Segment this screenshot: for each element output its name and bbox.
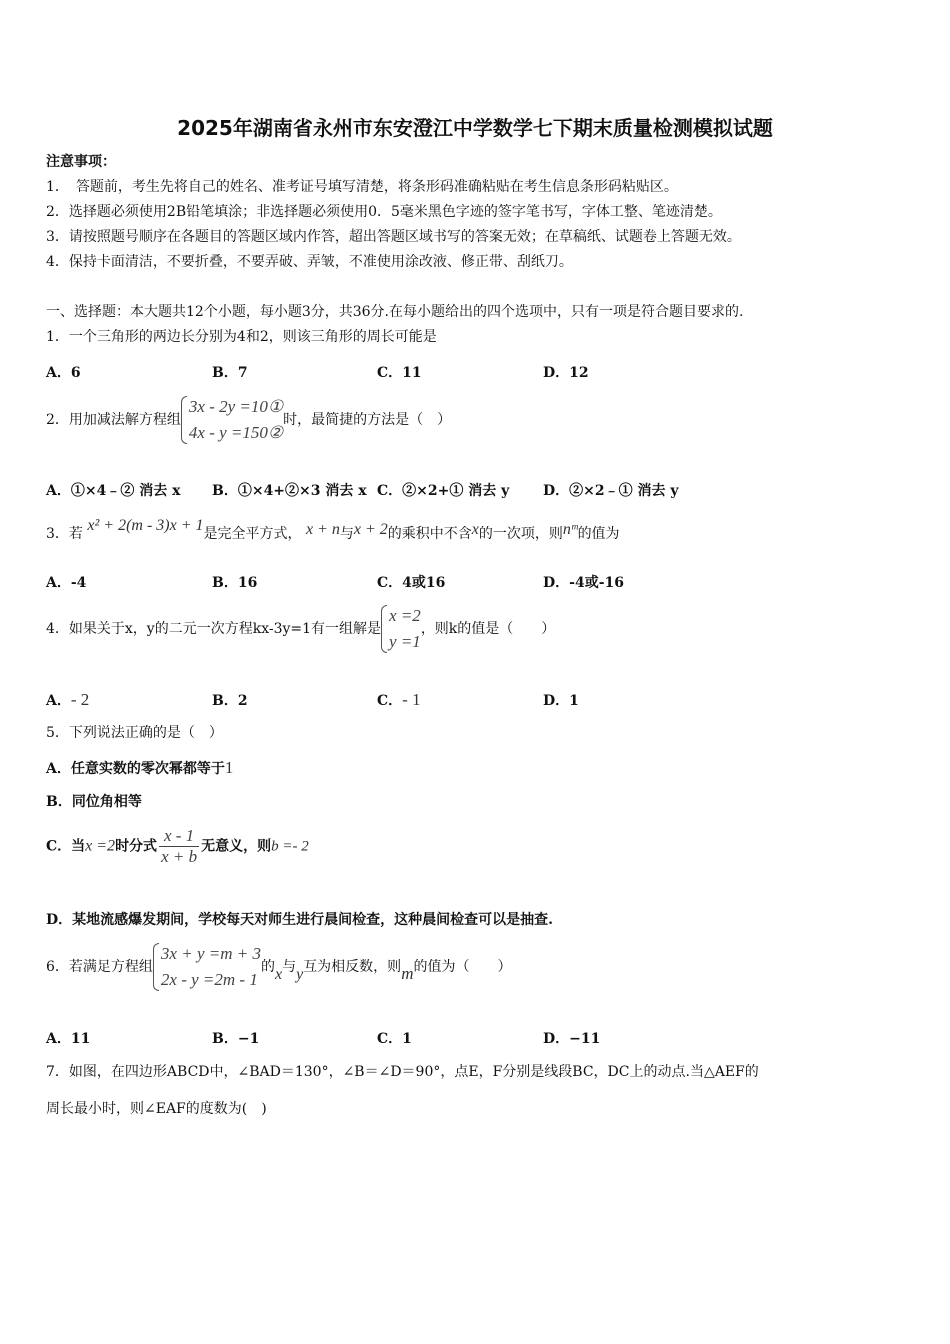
q2-option-c: C．②×2+① 消去 y bbox=[377, 483, 510, 499]
q1-option-b: B．7 bbox=[212, 365, 248, 381]
q6-option-c: C．1 bbox=[377, 1031, 412, 1047]
q6-var-m: m bbox=[401, 964, 414, 983]
q3-suffix: 的值为 bbox=[577, 526, 620, 542]
q3-expr3: x + 2 bbox=[353, 521, 388, 538]
q4-option-d: D．1 bbox=[543, 693, 579, 709]
q6-option-a: A．11 bbox=[46, 1031, 91, 1047]
q4-suffix: ，则k的值是（ ） bbox=[420, 621, 556, 637]
q6-equation-system bbox=[153, 941, 261, 993]
q6-text: 的 bbox=[260, 959, 275, 975]
q5-option-d: D．某地流感爆发期间，学校每天对师生进行晨间检查，这种晨间检查可以是抽查. bbox=[46, 912, 554, 928]
q4-option-c-value: - 1 bbox=[402, 690, 421, 709]
q5-fraction-denominator: x + b bbox=[161, 847, 198, 866]
q5-option-c-math2: b =- 2 bbox=[271, 838, 309, 855]
q4-option-a bbox=[46, 690, 89, 710]
q5-fraction bbox=[159, 826, 199, 867]
q6-eq1: 3x + y =m + 3 bbox=[160, 944, 261, 963]
q5-option-b: B．同位角相等 bbox=[46, 794, 142, 810]
question-2-stem bbox=[46, 394, 451, 446]
q3-expr1: x² + 2(m - 3)x + 1 bbox=[87, 517, 204, 534]
q3-prefix: 3．若 bbox=[46, 526, 83, 542]
q2-option-b: B．①×4+②×3 消去 x bbox=[212, 483, 367, 499]
q3-text: 的一次项，则 bbox=[478, 526, 563, 542]
q5-option-c bbox=[46, 826, 309, 867]
q3-expr5: nᵐ bbox=[562, 521, 578, 538]
notice-item: 4．保持卡面清洁，不要折叠，不要弄破、弄皱，不准使用涂改液、修正带、刮纸刀。 bbox=[46, 254, 573, 270]
notice-item: 3．请按照题号顺序在各题目的答题区域内作答，超出答题区域书写的答案无效；在草稿纸、试题卷上答题无效。 bbox=[46, 229, 741, 245]
q6-text: 与 bbox=[282, 959, 297, 975]
q4-prefix: 4．如果关于x，y的二元一次方程kx-3y=1有一组解是 bbox=[46, 621, 382, 637]
q6-prefix: 6．若满足方程组 bbox=[46, 959, 153, 975]
q3-expr2: x + n bbox=[305, 521, 340, 538]
q6-suffix: 的值为（ ） bbox=[413, 959, 512, 975]
q5-option-a bbox=[46, 758, 233, 779]
q2-equation-system bbox=[181, 394, 283, 446]
q3-option-d: D．-4或-16 bbox=[543, 575, 624, 591]
q2-suffix: 时，最简捷的方法是（ ） bbox=[283, 412, 452, 428]
section-heading: 一、选择题：本大题共12个小题，每小题3分，共36分.在每小题给出的四个选项中，只有一项是符合题目要求的. bbox=[46, 304, 744, 320]
q5-option-c-text: 时分式 bbox=[115, 838, 158, 855]
q5-option-c-math1: x =2 bbox=[85, 837, 116, 855]
question-6-stem bbox=[46, 941, 511, 993]
page-title: 2025年湖南省永州市东安澄江中学数学七下期末质量检测模拟试题 bbox=[177, 116, 773, 140]
q4-eq1: x =2 bbox=[389, 606, 421, 625]
q5-fraction-numerator: x - 1 bbox=[159, 826, 199, 847]
q4-option-c bbox=[377, 690, 421, 710]
question-5-stem: 5．下列说法正确的是（ ） bbox=[46, 725, 223, 741]
q6-text: 互为相反数，则 bbox=[303, 959, 402, 975]
q1-option-c: C．11 bbox=[377, 365, 422, 381]
q3-option-a: A．-4 bbox=[46, 575, 87, 591]
question-3-stem bbox=[46, 517, 620, 544]
q4-option-a-label: A． bbox=[46, 693, 71, 709]
q6-eq2: 2x - y =2m - 1 bbox=[160, 970, 258, 989]
q1-option-d: D．12 bbox=[543, 365, 589, 381]
question-7-line1: 7．如图，在四边形ABCD中，∠BAD＝130°，∠B＝∠D＝90°，点E，F分别是线段BC，DC上的动点.当△AEF的 bbox=[46, 1064, 759, 1080]
notice-heading: 注意事项： bbox=[46, 154, 116, 170]
q4-eq2: y =1 bbox=[389, 632, 421, 651]
q4-option-a-value: - 2 bbox=[70, 690, 90, 709]
q2-option-a: A．①×4﹣② 消去 x bbox=[46, 483, 181, 499]
q3-expr4: x bbox=[471, 521, 479, 538]
q2-option-d: D．②×2﹣① 消去 y bbox=[543, 483, 679, 499]
q2-eq2: 4x - y =150② bbox=[188, 423, 284, 442]
q5-option-c-text: 无意义，则 bbox=[201, 838, 272, 855]
q3-text: 是完全平方式， bbox=[203, 526, 302, 542]
q6-var-y: y bbox=[296, 966, 304, 983]
q6-var-x: x bbox=[274, 966, 283, 983]
q4-option-c-label: C． bbox=[377, 693, 403, 709]
q5-option-a-text: A．任意实数的零次幂都等于 bbox=[46, 761, 225, 777]
q2-eq1: 3x - 2y =10① bbox=[188, 397, 284, 416]
q3-option-c: C．4或16 bbox=[377, 575, 446, 591]
q3-option-b: B．16 bbox=[212, 575, 258, 591]
q4-solution-system bbox=[381, 603, 421, 655]
question-4-stem bbox=[46, 603, 555, 655]
notice-item: 2．选择题必须使用2B铅笔填涂；非选择题必须使用0．5毫米黑色字迹的签字笔书写，字体工整、笔迹清楚。 bbox=[46, 204, 722, 220]
q5-option-c-prefix: C．当 bbox=[46, 838, 86, 855]
q4-option-b: B．2 bbox=[212, 693, 248, 709]
q3-text: 与 bbox=[339, 526, 354, 542]
q1-option-a: A．6 bbox=[46, 365, 81, 381]
q3-text: 的乘积中不含 bbox=[387, 526, 472, 542]
q6-option-d: D．−11 bbox=[543, 1031, 601, 1047]
q2-prefix: 2．用加减法解方程组 bbox=[46, 412, 181, 428]
notice-item: 1． 答题前，考生先将自己的姓名、准考证号填写清楚，将条形码准确粘贴在考生信息条形码粘贴区。 bbox=[46, 179, 678, 195]
q6-option-b: B．−1 bbox=[212, 1031, 260, 1047]
question-7-line2: 周长最小时，则∠EAF的度数为( ) bbox=[46, 1101, 267, 1117]
q5-option-a-math: 1 bbox=[224, 758, 234, 777]
question-1-stem: 1．一个三角形的两边长分别为4和2，则该三角形的周长可能是 bbox=[46, 329, 437, 345]
